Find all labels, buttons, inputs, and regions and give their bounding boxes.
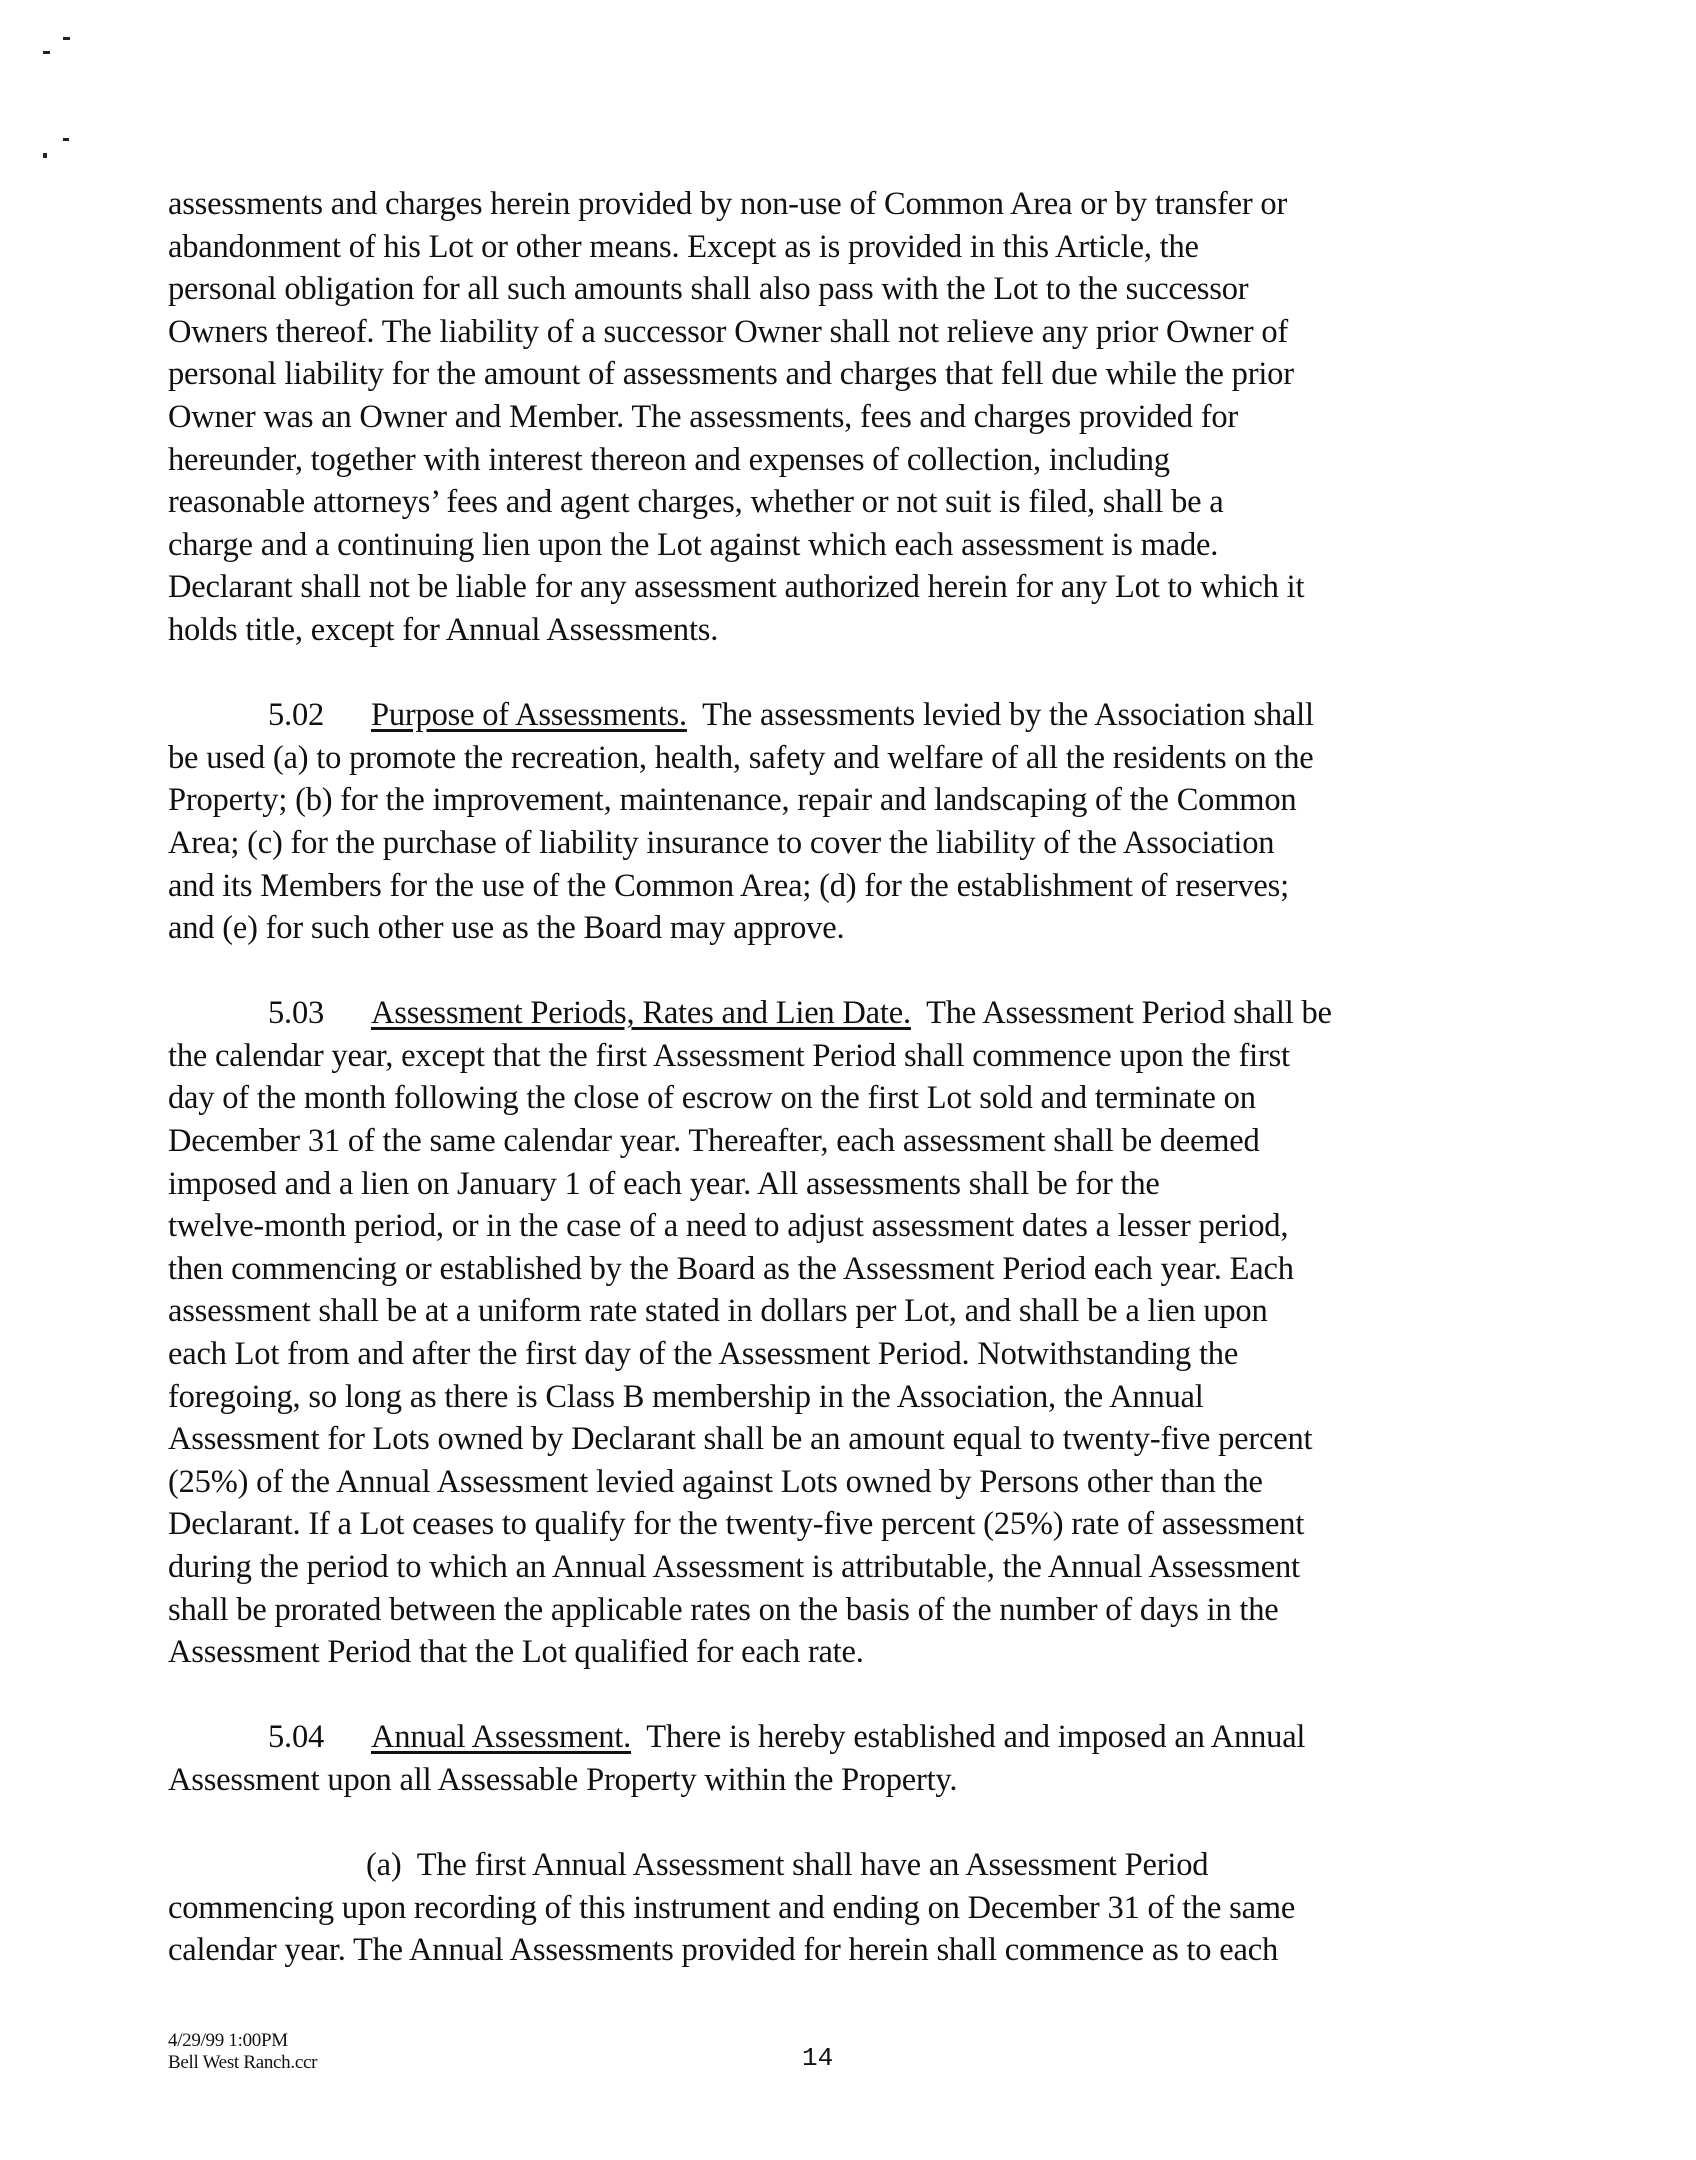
section-5-04	[168, 1716, 1498, 1801]
text-line: Area; (c) for the purchase of liability insurance to cover the liability of the Association	[168, 824, 1275, 861]
text-line: personal liability for the amount of assessments and charges that fell due while the prior	[168, 356, 1294, 393]
page-number: 14	[802, 2043, 834, 2073]
text-line: twelve-month period, or in the case of a need to adjust assessment dates a lesser period,	[168, 1208, 1289, 1245]
text-line: Assessment upon all Assessable Property within the Property.	[168, 1761, 958, 1798]
section-heading: Purpose of Assessments.	[371, 697, 687, 734]
text-line: commencing upon recording of this instrument and ending on December 31 of the same	[168, 1889, 1296, 1926]
section-heading: Annual Assessment.	[371, 1719, 632, 1756]
text-line: (25%) of the Annual Assessment levied against Lots owned by Persons other than the	[168, 1463, 1263, 1500]
text-line: assessment shall be at a uniform rate stated in dollars per Lot, and shall be a lien upon	[168, 1293, 1268, 1330]
text-line: holds title, except for Annual Assessments.	[168, 611, 719, 648]
text-line: then commencing or established by the Board as the Assessment Period each year. Each	[168, 1250, 1294, 1287]
text-line: and (e) for such other use as the Board may approve.	[168, 910, 845, 947]
text-line: each Lot from and after the first day of the Assessment Period. Notwithstanding the	[168, 1336, 1239, 1373]
text-line: assessments and charges herein provided by non-use of Common Area or by transfer or	[168, 186, 1288, 222]
scan-artifact-mark	[63, 138, 69, 141]
section-text: There is hereby established and imposed an Annual	[631, 1719, 1306, 1756]
footer-document-info	[168, 2030, 317, 2074]
text-line: calendar year. The Annual Assessments provided for herein shall commence as to each	[168, 1932, 1278, 1969]
text-line: Assessment for Lots owned by Declarant shall be an amount equal to twenty-five percent	[168, 1421, 1313, 1458]
footer-filename: Bell West Ranch.ccr	[168, 2052, 318, 2073]
text-line: foregoing, so long as there is Class B membership in the Association, the Annual	[168, 1378, 1204, 1415]
subsection-a	[168, 1844, 1498, 1972]
text-line: imposed and a lien on January 1 of each year. All assessments shall be for the	[168, 1165, 1160, 1202]
text-line: Declarant. If a Lot ceases to qualify for the twenty-five percent (25%) rate of assessment	[168, 1506, 1305, 1543]
text-line: day of the month following the close of escrow on the first Lot sold and terminate on	[168, 1080, 1256, 1117]
text-line: and its Members for the use of the Common Area; (d) for the establishment of reserves;	[168, 867, 1289, 904]
text-line: be used (a) to promote the recreation, health, safety and welfare of all the residents on the	[168, 739, 1314, 776]
text-line: reasonable attorneys’ fees and agent charges, whether or not suit is filed, shall be a	[168, 484, 1224, 521]
section-text: The Assessment Period shall be	[910, 995, 1332, 1032]
paragraph-spacer	[168, 1802, 1498, 1845]
text-line: shall be prorated between the applicable rates on the basis of the number of days in the	[168, 1591, 1279, 1628]
section-first-line	[168, 694, 1498, 737]
section-number: 5.02	[268, 697, 325, 734]
text-line: charge and a continuing lien upon the Lot against which each assessment is made.	[168, 526, 1219, 563]
paragraph-spacer	[168, 652, 1498, 695]
scan-artifact-mark	[43, 153, 47, 158]
subsection-first-line: (a) The first Annual Assessment shall have an Assessment Period	[366, 1847, 1209, 1884]
section-first-line	[168, 1716, 1498, 1759]
footer-timestamp: 4/29/99 1:00PM	[168, 2030, 288, 2051]
section-5-03	[168, 992, 1498, 1674]
document-body	[168, 183, 1498, 1972]
section-5-02	[168, 694, 1498, 950]
text-line: December 31 of the same calendar year. Thereafter, each assessment shall be deemed	[168, 1123, 1260, 1160]
scan-artifact-mark	[43, 51, 50, 54]
text-line: Owner was an Owner and Member. The assessments, fees and charges provided for	[168, 398, 1239, 435]
paragraph-spacer	[168, 1674, 1498, 1717]
text-line: Assessment Period that the Lot qualified for each rate.	[168, 1634, 864, 1671]
text-line: Declarant shall not be liable for any assessment authorized herein for any Lot to which it	[168, 569, 1305, 606]
section-text: The assessments levied by the Association shall	[686, 697, 1314, 734]
section-number: 5.04	[268, 1719, 325, 1756]
continuation-paragraph	[168, 183, 1498, 652]
paragraph-spacer	[168, 950, 1498, 993]
scan-artifact-mark	[63, 37, 70, 40]
text-line: Property; (b) for the improvement, maintenance, repair and landscaping of the Common	[168, 782, 1297, 819]
text-line: during the period to which an Annual Assessment is attributable, the Annual Assessment	[168, 1549, 1300, 1585]
text-line: hereunder, together with interest thereon and expenses of collection, including	[168, 441, 1170, 478]
section-number: 5.03	[268, 995, 325, 1032]
text-line: personal obligation for all such amounts shall also pass with the Lot to the successor	[168, 271, 1249, 308]
text-line: abandonment of his Lot or other means. Except as is provided in this Article, the	[168, 228, 1199, 265]
section-first-line	[168, 992, 1498, 1035]
text-line: Owners thereof. The liability of a successor Owner shall not relieve any prior Owner of	[168, 313, 1289, 350]
text-line: the calendar year, except that the first Assessment Period shall commence upon the first	[168, 1037, 1290, 1074]
section-heading: Assessment Periods, Rates and Lien Date.	[371, 995, 911, 1032]
